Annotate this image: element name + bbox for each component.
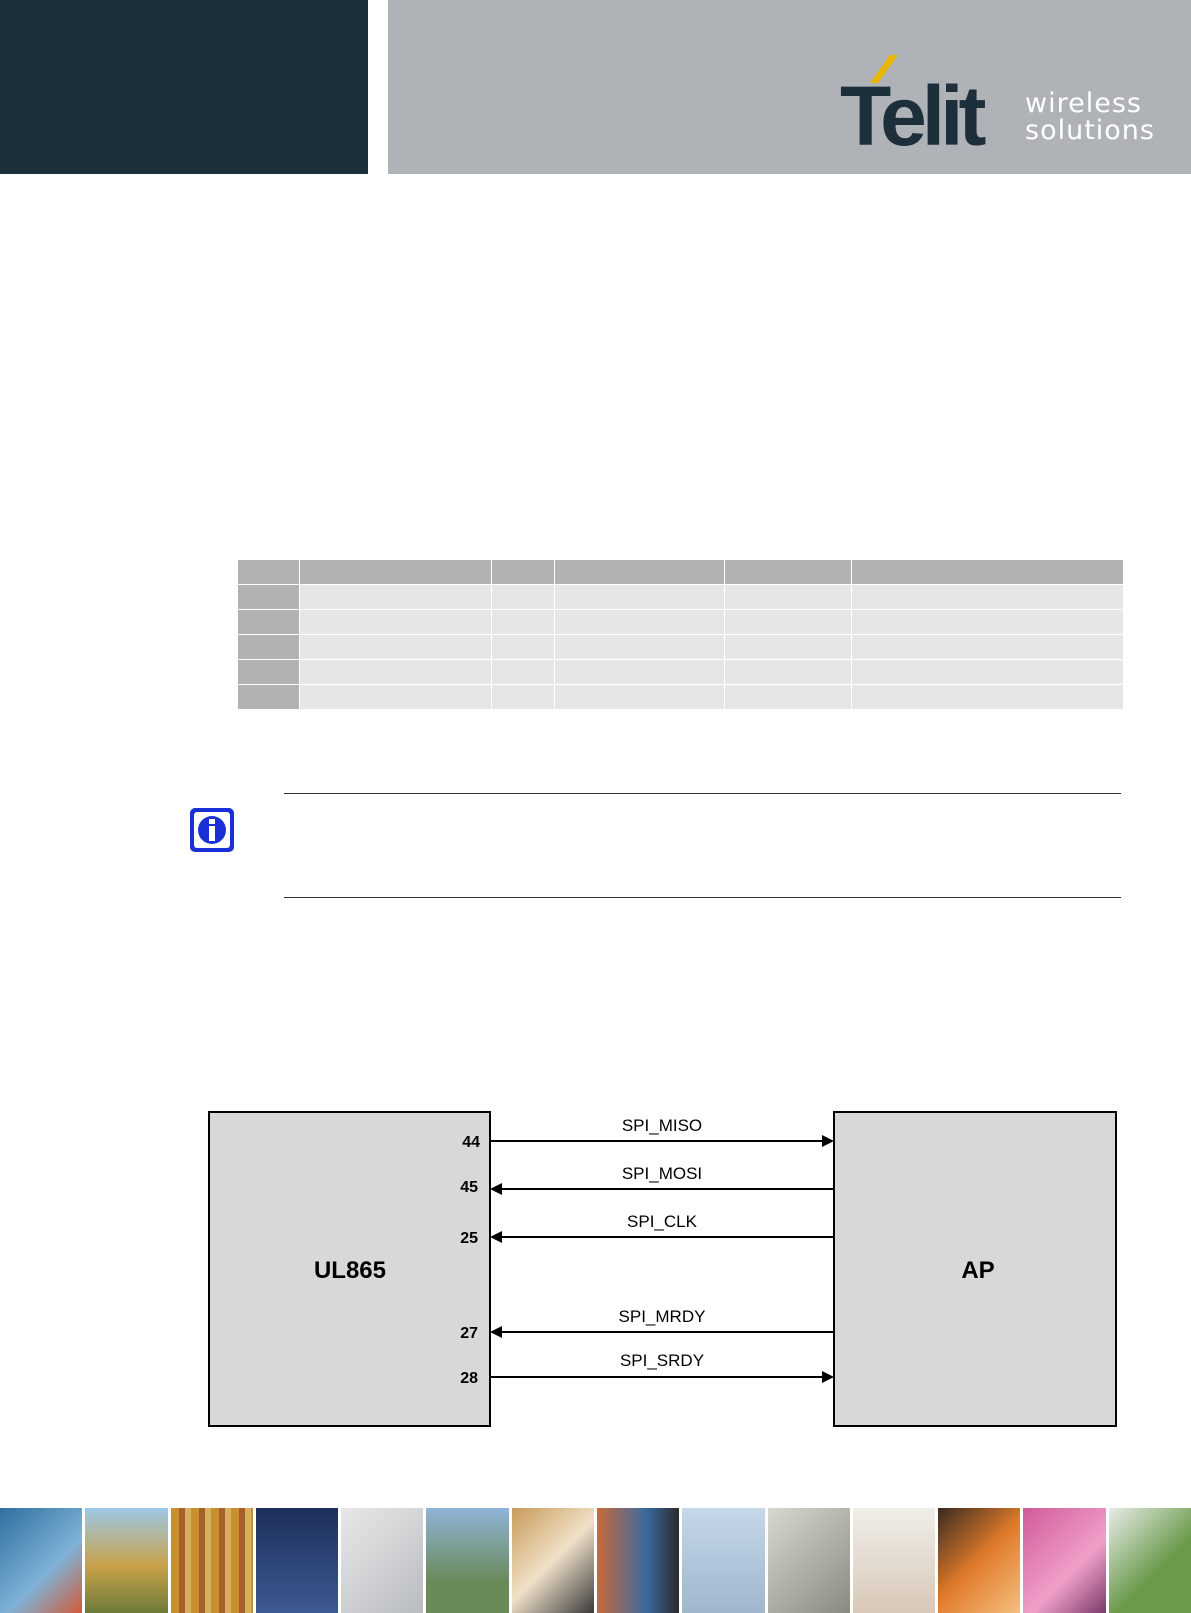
interior-photo bbox=[853, 1508, 935, 1613]
pin-number: 28 bbox=[460, 1370, 478, 1387]
signal-spi-mrdy bbox=[460, 1307, 834, 1342]
table-cell bbox=[555, 685, 725, 710]
table-row bbox=[238, 660, 1124, 685]
table-cell bbox=[555, 585, 725, 610]
logo-wordmark: Telit bbox=[840, 69, 982, 150]
security-camera-photo bbox=[1109, 1508, 1191, 1613]
arrow-left-icon bbox=[490, 1183, 502, 1195]
table-header-cell bbox=[238, 560, 300, 585]
table-cell bbox=[492, 660, 555, 685]
keyboard-photo bbox=[341, 1508, 423, 1613]
table-cell bbox=[300, 585, 492, 610]
tagline-line-2: solutions bbox=[1025, 115, 1155, 146]
table-cell bbox=[492, 635, 555, 660]
spi-connection-diagram bbox=[200, 1100, 1130, 1440]
table-cell bbox=[852, 685, 1124, 710]
pin-table bbox=[237, 559, 1124, 710]
table-cell bbox=[238, 585, 300, 610]
signal-name: SPI_SRDY bbox=[619, 1351, 705, 1370]
table-header-cell bbox=[555, 560, 725, 585]
signal-spi-srdy bbox=[460, 1351, 834, 1387]
table-cell bbox=[555, 660, 725, 685]
wind-turbines-photo bbox=[682, 1508, 764, 1613]
table-header-cell bbox=[300, 560, 492, 585]
table-cell bbox=[725, 660, 852, 685]
header-dark-panel bbox=[0, 0, 368, 174]
arrow-right-icon bbox=[822, 1371, 834, 1383]
note-bottom-rule bbox=[284, 897, 1121, 898]
telit-logo bbox=[840, 55, 1005, 150]
table-cell bbox=[238, 610, 300, 635]
table-cell bbox=[725, 585, 852, 610]
note-top-rule bbox=[284, 793, 1121, 794]
table-cell bbox=[555, 610, 725, 635]
signal-name: SPI_MISO bbox=[621, 1116, 703, 1135]
table-header-row bbox=[238, 560, 1124, 585]
vending-machine-photo bbox=[597, 1508, 679, 1613]
pin-number: 25 bbox=[460, 1230, 478, 1247]
table-cell bbox=[492, 685, 555, 710]
table-header-cell bbox=[492, 560, 555, 585]
table-cell bbox=[852, 635, 1124, 660]
pin-number: 27 bbox=[460, 1325, 478, 1342]
signal-spi-miso bbox=[462, 1116, 834, 1151]
table-cell bbox=[725, 685, 852, 710]
traffic-photo bbox=[0, 1508, 82, 1613]
train-station-photo bbox=[938, 1508, 1020, 1613]
table-cell bbox=[238, 685, 300, 710]
table-cell bbox=[300, 635, 492, 660]
ul865-label: UL865 bbox=[313, 1257, 387, 1284]
table-row bbox=[238, 635, 1124, 660]
table-cell bbox=[725, 635, 852, 660]
digital-clock-photo bbox=[256, 1508, 338, 1613]
table-cell bbox=[852, 610, 1124, 635]
arrow-left-icon bbox=[490, 1326, 502, 1338]
utility-meter-photo bbox=[768, 1508, 850, 1613]
footer-photo-strip bbox=[0, 1508, 1191, 1613]
table-cell bbox=[300, 660, 492, 685]
arrow-right-icon bbox=[822, 1135, 834, 1147]
table-row bbox=[238, 610, 1124, 635]
table-cell bbox=[725, 610, 852, 635]
table-header-cell bbox=[852, 560, 1124, 585]
info-icon bbox=[188, 806, 236, 854]
pin-number: 45 bbox=[460, 1179, 478, 1196]
logo-tagline bbox=[1025, 90, 1155, 144]
printing-photo bbox=[1023, 1508, 1105, 1613]
table-cell bbox=[852, 660, 1124, 685]
header-gray-panel bbox=[388, 0, 1191, 174]
ap-label: AP bbox=[961, 1257, 995, 1284]
arrow-left-icon bbox=[490, 1231, 502, 1243]
table-cell bbox=[492, 610, 555, 635]
cyclist-photo bbox=[426, 1508, 508, 1613]
table-row bbox=[238, 585, 1124, 610]
table-cell bbox=[852, 585, 1124, 610]
pin-number: 44 bbox=[462, 1134, 480, 1151]
signal-spi-mosi bbox=[460, 1164, 834, 1196]
table-header-cell bbox=[725, 560, 852, 585]
tagline-line-1: wireless bbox=[1025, 88, 1142, 119]
table-cell bbox=[238, 660, 300, 685]
signal-spi-clk bbox=[460, 1212, 834, 1247]
signal-name: SPI_MOSI bbox=[621, 1164, 703, 1183]
signal-name: SPI_CLK bbox=[627, 1212, 697, 1231]
signal-name: SPI_MRDY bbox=[618, 1307, 706, 1326]
emergency-phone-photo bbox=[85, 1508, 167, 1613]
table-cell bbox=[300, 685, 492, 710]
smart-card-photo bbox=[512, 1508, 594, 1613]
table-cell bbox=[492, 585, 555, 610]
table-row bbox=[238, 685, 1124, 710]
table-cell bbox=[238, 635, 300, 660]
shipping-containers-photo bbox=[171, 1508, 253, 1613]
table-cell bbox=[555, 635, 725, 660]
table-cell bbox=[300, 610, 492, 635]
